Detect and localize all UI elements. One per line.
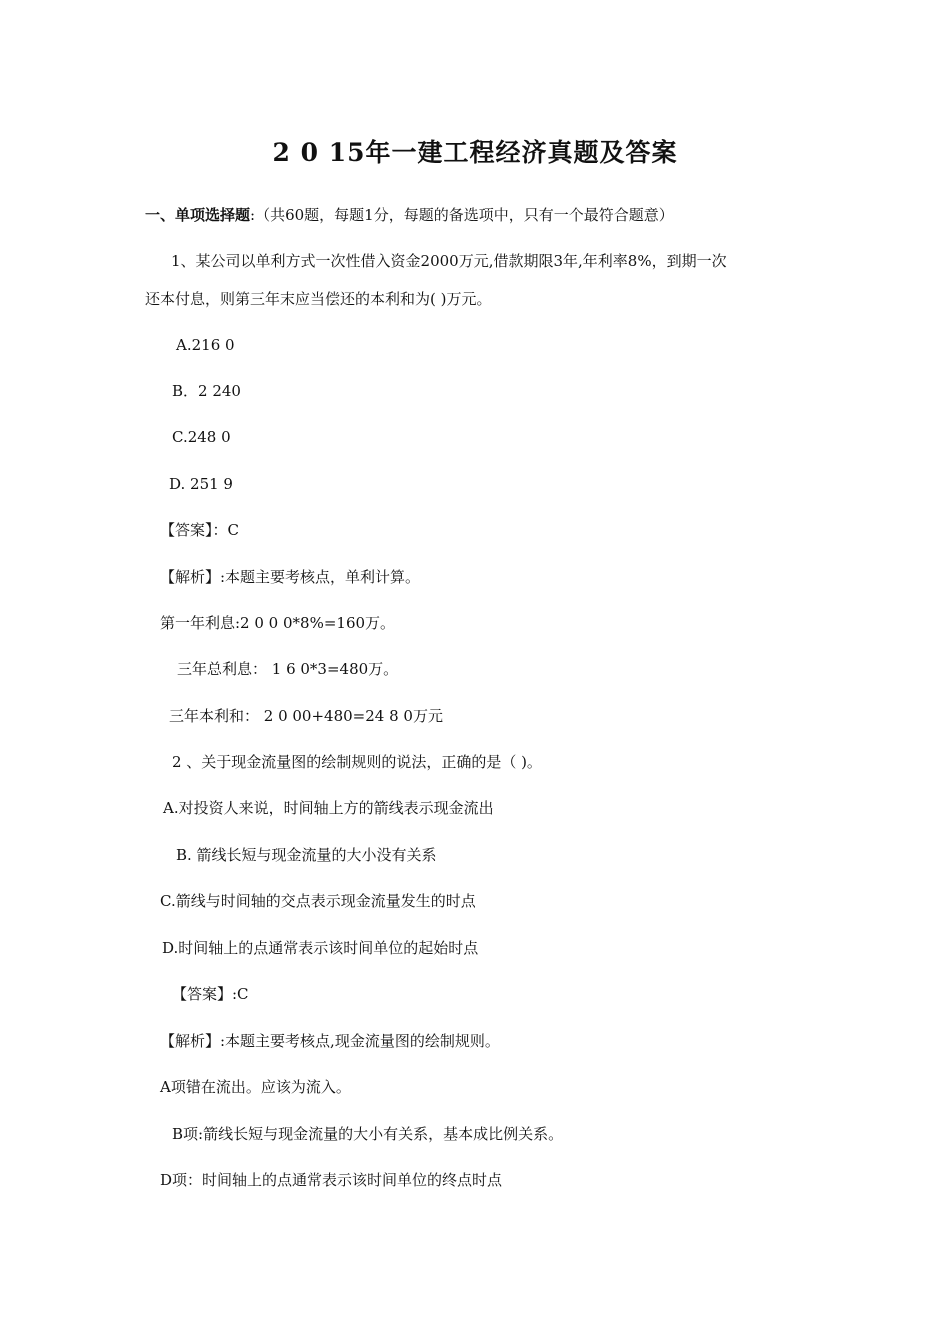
q2-option-a: A.对投资人来说，时间轴上方的箭线表示现金流出 (163, 799, 494, 817)
section-note: :（共60题，每题1分，每题的备选项中，只有一个最符合题意） (250, 206, 674, 224)
document-title: 2 0 15年一建工程经济真题及答案 (272, 138, 678, 167)
q2-analysis: 【解析】:本题主要考核点,现金流量图的绘制规则。 (160, 1032, 500, 1050)
q2-answer: 【答案】:C (172, 985, 249, 1003)
section-heading (145, 204, 674, 226)
q2-option-d: D.时间轴上的点通常表示该时间单位的起始时点 (162, 939, 479, 957)
q1-option-c: C.248 0 (172, 428, 231, 446)
q1-stem-line1: 1、某公司以单利方式一次性借入资金2000万元,借款期限3年,年利率8%，到期一次 (171, 252, 727, 270)
q1-answer: 【答案】：C (160, 521, 239, 539)
q2-note-a: A项错在流出。应该为流入。 (160, 1078, 351, 1096)
q1-option-b: B．2 240 (172, 382, 241, 400)
q2-stem: 2 、关于现金流量图的绘制规则的说法，正确的是（ )。 (172, 753, 542, 771)
q1-option-d: D. 251 9 (169, 475, 233, 493)
q2-note-d: D项：时间轴上的点通常表示该时间单位的终点时点 (160, 1171, 503, 1189)
q1-option-a: A.216 0 (176, 336, 235, 354)
q2-option-c: C.箭线与时间轴的交点表示现金流量发生的时点 (160, 892, 476, 910)
section-label: 一、单项选择题 (145, 206, 251, 224)
q1-step-1: 第一年利息:2 0 0 0*8%=160万。 (160, 614, 396, 632)
q2-option-b: B. 箭线长短与现金流量的大小没有关系 (176, 846, 437, 864)
q1-analysis: 【解析】:本题主要考核点，单利计算。 (160, 568, 421, 586)
q1-step-3: 三年本利和： 2 0 00+480=24 8 0万元 (169, 707, 443, 725)
q2-note-b: B项:箭线长短与现金流量的大小有关系，基本成比例关系。 (172, 1125, 564, 1143)
q1-stem-line2: 还本付息，则第三年末应当偿还的本利和为( )万元。 (145, 290, 492, 308)
q1-step-2: 三年总利息： 1 6 0*3=480万。 (177, 660, 399, 678)
